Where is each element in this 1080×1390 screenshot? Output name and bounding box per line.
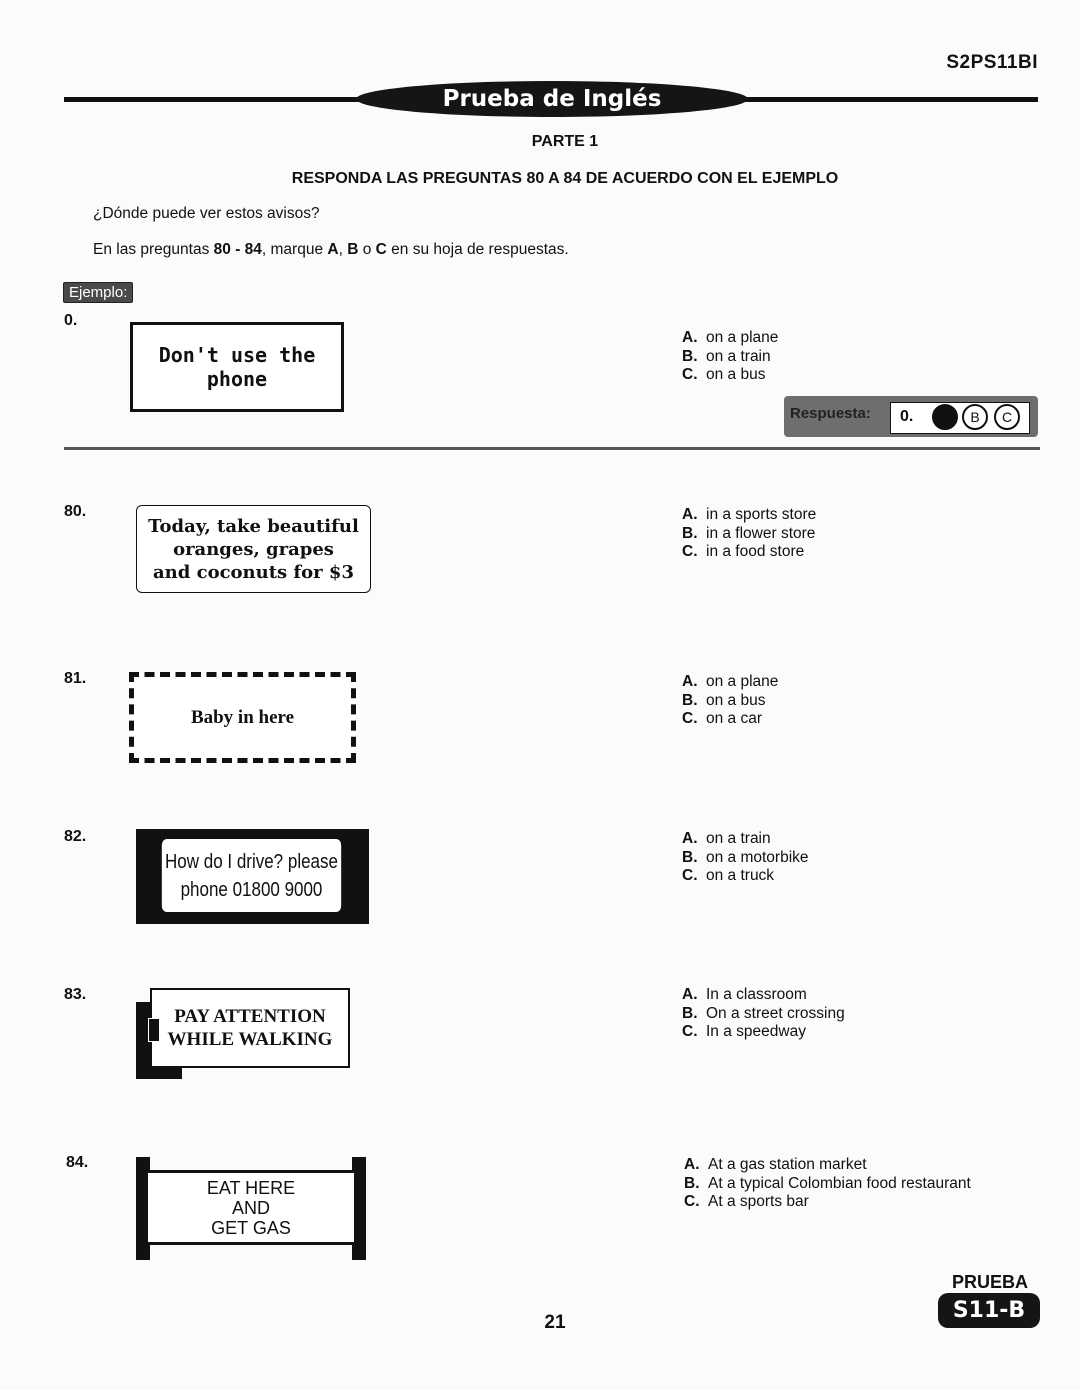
option-text: in a food store bbox=[706, 543, 805, 560]
footer-prueba-label: PRUEBA bbox=[952, 1272, 1029, 1292]
intro-question: ¿Dónde puede ver estos avisos? bbox=[93, 205, 320, 222]
sign-line: phone 01800 9000 bbox=[180, 878, 323, 901]
bubble-letter: B bbox=[970, 409, 980, 425]
option-letter: B. bbox=[682, 848, 698, 866]
option-text: on a plane bbox=[706, 673, 779, 690]
option-b[interactable] bbox=[682, 849, 809, 868]
option-letter: B. bbox=[682, 1004, 698, 1022]
option-a[interactable] bbox=[682, 329, 778, 348]
option-text: on a train bbox=[706, 347, 771, 365]
option-letter: B. bbox=[682, 524, 698, 542]
option-letter: A. bbox=[682, 329, 698, 346]
options-83 bbox=[682, 986, 845, 1042]
options-84 bbox=[684, 1156, 971, 1212]
option-text: on a car bbox=[706, 710, 763, 727]
sign-82 bbox=[136, 829, 369, 924]
sign-80 bbox=[136, 505, 371, 593]
option-text: on a plane bbox=[706, 329, 779, 346]
question-number: 82. bbox=[64, 828, 87, 845]
option-letter: A. bbox=[682, 830, 698, 847]
option-b[interactable] bbox=[682, 525, 816, 544]
sign-line: Baby in here bbox=[190, 706, 295, 728]
options-81 bbox=[682, 673, 778, 729]
page-title: Prueba de Inglés bbox=[356, 81, 748, 117]
option-letter: C. bbox=[682, 543, 698, 560]
option-letter: A. bbox=[682, 986, 698, 1003]
example-badge: Ejemplo: bbox=[63, 282, 133, 303]
sign-line: WHILE WALKING bbox=[167, 1029, 333, 1050]
question-number: 81. bbox=[64, 670, 87, 687]
mark-text: , bbox=[338, 241, 348, 258]
test-code: S2PS11BI bbox=[946, 52, 1038, 73]
option-letter: A. bbox=[682, 673, 698, 690]
option-text: on a train bbox=[706, 830, 771, 847]
option-a[interactable] bbox=[682, 986, 845, 1005]
sign-line: GET GAS bbox=[211, 1217, 291, 1238]
option-c[interactable] bbox=[682, 366, 778, 385]
bubble-letter: C bbox=[1001, 409, 1013, 425]
sign-line: Today, take beautiful bbox=[148, 515, 359, 537]
option-letter: C. bbox=[682, 1023, 698, 1040]
option-letter: C. bbox=[682, 366, 698, 383]
option-a[interactable] bbox=[684, 1156, 971, 1175]
option-text: In a speedway bbox=[706, 1023, 806, 1040]
option-text: in a flower store bbox=[706, 524, 816, 542]
mark-instruction bbox=[93, 241, 569, 259]
sign-text: Don't use the phone bbox=[158, 343, 316, 391]
answer-label: Respuesta: bbox=[790, 405, 871, 422]
option-text: on a truck bbox=[706, 867, 775, 884]
options-82 bbox=[682, 830, 809, 886]
option-b[interactable] bbox=[682, 692, 778, 711]
mark-text: en su hoja de respuestas. bbox=[386, 241, 569, 258]
option-text: At a sports bar bbox=[708, 1193, 809, 1210]
option-letter: C. bbox=[684, 1193, 700, 1210]
option-letter: A. bbox=[684, 1156, 700, 1173]
sign-84-post-right bbox=[352, 1157, 366, 1260]
option-a[interactable] bbox=[682, 506, 816, 525]
mark-range: 80 - 84 bbox=[213, 241, 262, 258]
sign-84 bbox=[148, 1170, 354, 1245]
sign-81 bbox=[129, 672, 356, 763]
option-a[interactable] bbox=[682, 673, 778, 692]
option-c[interactable] bbox=[684, 1193, 971, 1212]
option-c[interactable] bbox=[682, 1023, 845, 1042]
option-text: in a sports store bbox=[706, 506, 817, 523]
mark-letter: B bbox=[347, 241, 359, 258]
bubble-c[interactable] bbox=[994, 404, 1020, 430]
option-text: At a typical Colombian food restaurant bbox=[708, 1174, 971, 1192]
form-badge: S11-B bbox=[938, 1293, 1040, 1328]
option-text: on a motorbike bbox=[706, 848, 809, 866]
question-number: 83. bbox=[64, 986, 87, 1003]
option-b[interactable] bbox=[682, 348, 778, 367]
question-number: 84. bbox=[66, 1154, 89, 1171]
option-letter: C. bbox=[682, 710, 698, 727]
answer-number: 0. bbox=[900, 408, 914, 425]
option-b[interactable] bbox=[684, 1175, 971, 1194]
sign-83 bbox=[150, 988, 350, 1068]
bubble-b[interactable] bbox=[962, 404, 988, 430]
option-c[interactable] bbox=[682, 867, 809, 886]
mark-text: En las preguntas bbox=[93, 241, 214, 258]
example-sign bbox=[130, 322, 344, 412]
example-number: 0. bbox=[64, 312, 78, 329]
option-text: At a gas station market bbox=[708, 1156, 867, 1173]
option-b[interactable] bbox=[682, 1005, 845, 1024]
instruction-heading: RESPONDA LAS PREGUNTAS 80 A 84 DE ACUERDO CON EL EJEMPLO bbox=[291, 170, 839, 187]
option-text: on a bus bbox=[706, 366, 766, 383]
option-text: on a bus bbox=[706, 691, 766, 709]
sign-83-tab bbox=[148, 1018, 160, 1042]
example-options bbox=[682, 329, 778, 385]
section-divider bbox=[64, 447, 1040, 450]
options-80 bbox=[682, 506, 816, 562]
mark-text: , marque bbox=[261, 241, 328, 258]
mark-letter: A bbox=[327, 241, 339, 258]
page-number: 21 bbox=[544, 1312, 566, 1333]
option-letter: A. bbox=[682, 506, 698, 523]
option-letter: B. bbox=[682, 691, 698, 709]
sign-line: and coconuts for $3 bbox=[153, 561, 354, 583]
part-heading: PARTE 1 bbox=[531, 133, 599, 150]
mark-text: o bbox=[358, 241, 376, 258]
bubble-a-filled[interactable] bbox=[932, 404, 958, 430]
sign-line: EAT HERE bbox=[206, 1177, 296, 1198]
option-text: In a classroom bbox=[706, 986, 807, 1003]
sign-line: AND bbox=[231, 1197, 270, 1218]
option-c[interactable] bbox=[682, 710, 778, 729]
sign-line: oranges, grapes bbox=[173, 538, 334, 560]
sign-line: How do I drive? please bbox=[165, 850, 338, 873]
option-text: On a street crossing bbox=[706, 1004, 845, 1022]
option-letter: B. bbox=[682, 347, 698, 365]
option-a[interactable] bbox=[682, 830, 809, 849]
question-number: 80. bbox=[64, 503, 87, 520]
option-letter: C. bbox=[682, 867, 698, 884]
sign-line: PAY ATTENTION bbox=[174, 1006, 326, 1027]
option-letter: B. bbox=[684, 1174, 700, 1192]
mark-letter: C bbox=[375, 241, 387, 258]
option-c[interactable] bbox=[682, 543, 816, 562]
